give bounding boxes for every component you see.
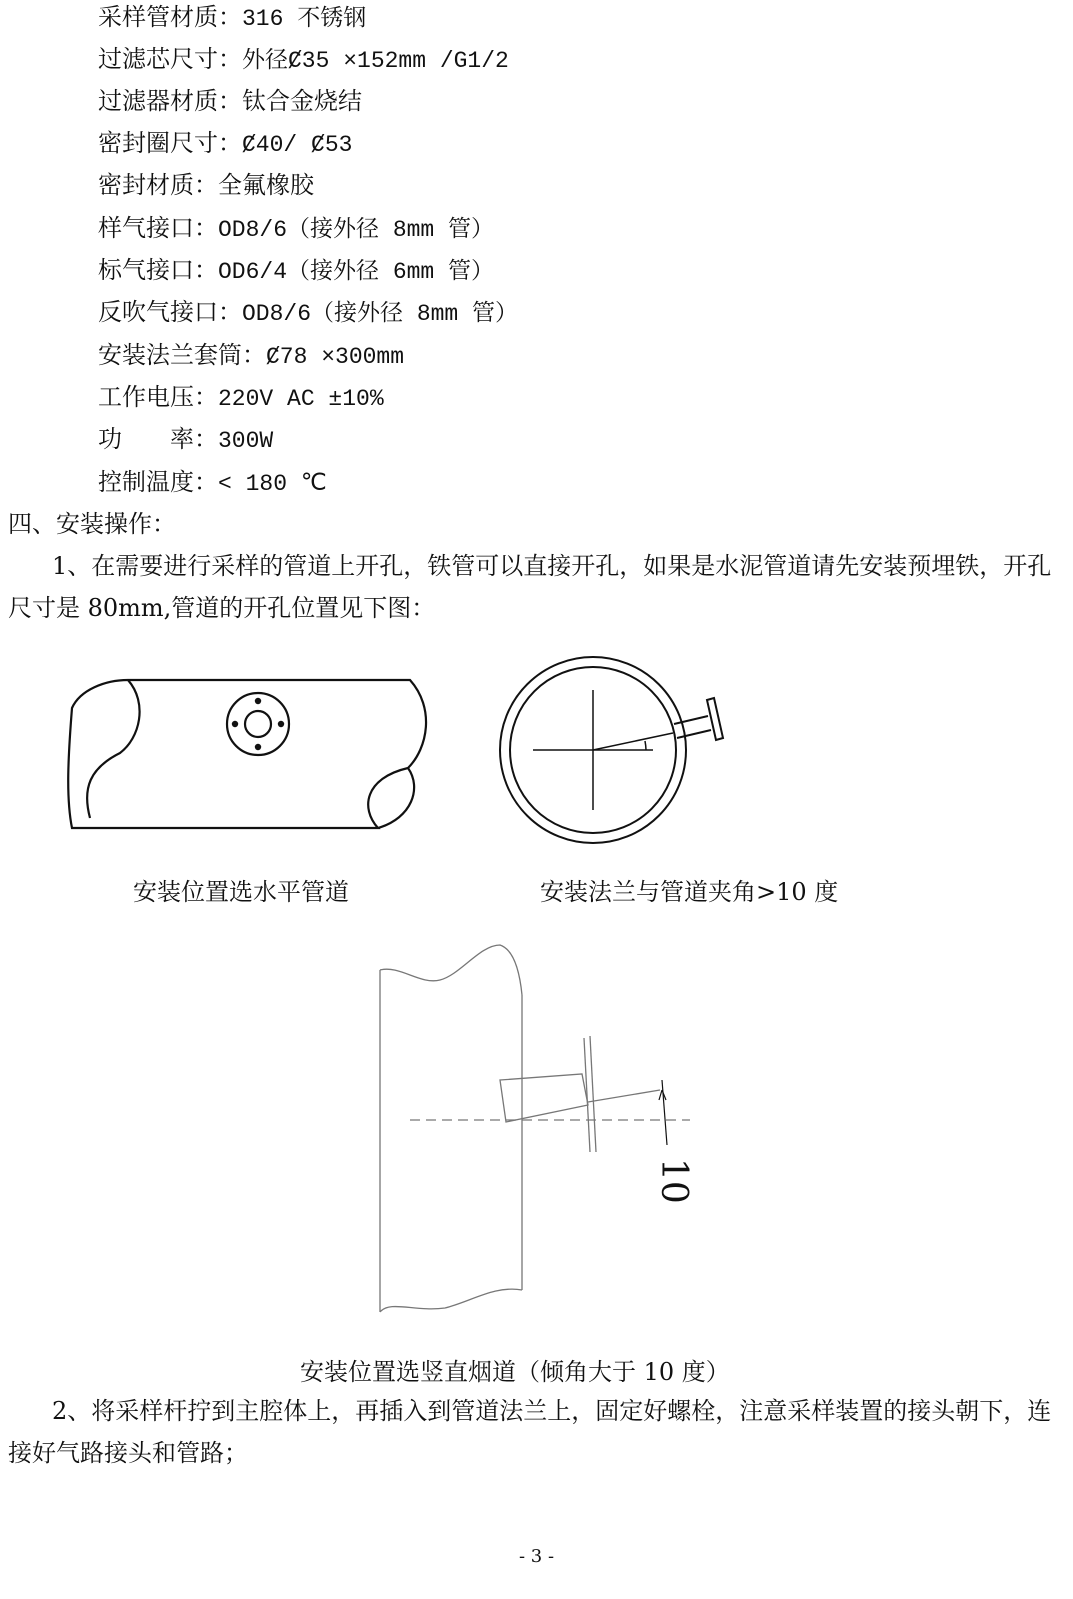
angle-arc bbox=[645, 741, 646, 750]
spec-line bbox=[98, 297, 518, 329]
spec-label: 标气接口： bbox=[98, 256, 218, 284]
spec-value: Ȼ78 ×300mm bbox=[266, 344, 405, 370]
cross-section-figure bbox=[493, 650, 733, 850]
paragraph-2 bbox=[8, 1390, 1063, 1474]
spec-value: 钛合金烧结 bbox=[242, 87, 362, 115]
spec-label: 反吹气接口： bbox=[98, 298, 242, 326]
caption-vertical-flue: 安装位置选竖直烟道（倾角大于 10 度） bbox=[300, 1358, 730, 1386]
horizontal-pipe-figure bbox=[60, 668, 440, 838]
spec-value: Ȼ40/ Ȼ53 bbox=[242, 132, 353, 158]
spec-label: 功 率： bbox=[98, 425, 218, 453]
spec-value: 220V AC ±10% bbox=[218, 386, 384, 412]
spec-line bbox=[98, 2, 366, 34]
vertical-flue-figure bbox=[370, 940, 710, 1320]
spec-value: < 180 ℃ bbox=[218, 471, 327, 497]
spec-line bbox=[98, 170, 314, 200]
spec-label: 过滤芯尺寸： bbox=[98, 45, 242, 73]
paragraph-1-text: 1、在需要进行采样的管道上开孔，铁管可以直接开孔，如果是水泥管道请先安装预埋铁，开孔尺寸是 80mm,管道的开孔位置见下图： bbox=[8, 552, 1052, 622]
section-title: 四、安装操作： bbox=[8, 510, 176, 538]
spec-value: OD8/6（接外径 8mm 管） bbox=[242, 301, 519, 327]
spec-value: 300W bbox=[218, 428, 274, 454]
caption-horizontal-pipe: 安装位置选水平管道 bbox=[133, 878, 349, 906]
spec-label: 安装法兰套筒： bbox=[98, 341, 266, 369]
spec-line bbox=[98, 213, 494, 245]
probe-stem bbox=[588, 1090, 660, 1102]
spec-line bbox=[98, 382, 384, 414]
flue-bottom-break bbox=[380, 1289, 522, 1312]
probe-flange-vertical bbox=[590, 1036, 596, 1152]
spec-value: OD8/6（接外径 8mm 管） bbox=[218, 217, 495, 243]
spec-value: 316 不锈钢 bbox=[242, 6, 367, 32]
spec-label: 过滤器材质： bbox=[98, 87, 242, 115]
probe-body bbox=[500, 1074, 588, 1122]
spec-line bbox=[98, 128, 352, 160]
paragraph-2-text: 2、将采样杆拧到主腔体上，再插入到管道法兰上，固定好螺栓，注意采样装置的接头朝下，连接好气路接头和管路； bbox=[8, 1397, 1052, 1467]
pipe-left-end bbox=[87, 680, 139, 818]
spec-line bbox=[98, 424, 273, 456]
spec-value: 外径Ȼ35 ×152mm /G1/2 bbox=[242, 48, 509, 74]
spec-label: 密封材质： bbox=[98, 171, 218, 199]
spec-label: 采样管材质： bbox=[98, 3, 242, 31]
page-number: - 3 - bbox=[518, 1546, 555, 1567]
spec-line bbox=[98, 44, 509, 76]
probe-flange-vertical-2 bbox=[584, 1038, 590, 1152]
angle-line bbox=[593, 733, 673, 750]
spec-label: 样气接口： bbox=[98, 214, 218, 242]
spec-line bbox=[98, 340, 404, 372]
spec-label: 工作电压： bbox=[98, 383, 218, 411]
probe-flange bbox=[707, 698, 723, 740]
spec-line bbox=[98, 86, 362, 116]
probe-tube bbox=[674, 716, 711, 738]
spec-line bbox=[98, 255, 494, 287]
spec-label: 控制温度： bbox=[98, 468, 218, 496]
spec-value: OD6/4（接外径 6mm 管） bbox=[218, 259, 495, 285]
spec-label: 密封圈尺寸： bbox=[98, 129, 242, 157]
flange-inner bbox=[245, 711, 271, 737]
angle-label-10: 10 bbox=[653, 1158, 694, 1204]
spec-line bbox=[98, 467, 327, 499]
spec-value: 全氟橡胶 bbox=[218, 171, 314, 199]
caption-flange-angle: 安装法兰与管道夹角>10 度 bbox=[540, 878, 839, 906]
flue-top-break bbox=[380, 945, 522, 995]
paragraph-1 bbox=[8, 545, 1063, 629]
